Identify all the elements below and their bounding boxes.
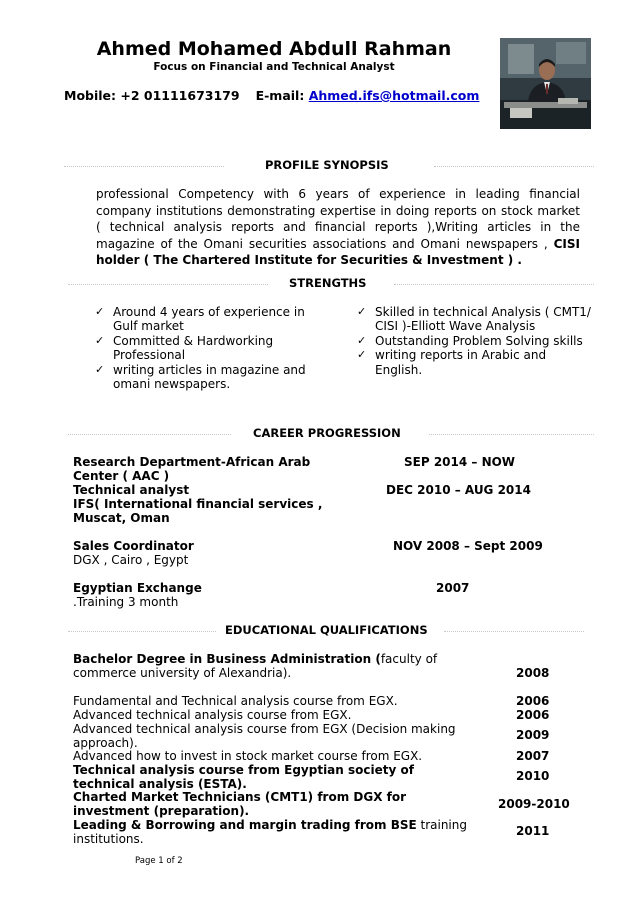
education-bachelor-year: 2008: [516, 666, 550, 680]
strength-text: Outstanding Problem Solving skills: [375, 333, 583, 348]
list-item: [357, 305, 597, 334]
career-aac-date: SEP 2014 – NOW: [404, 455, 516, 469]
course-text: Fundamental and Technical analysis course from EGX.: [73, 694, 398, 708]
heading-rule-right: [394, 284, 594, 285]
career-ifs-role: Technical analyst: [73, 483, 190, 497]
education-course-2-year: 2006: [516, 708, 550, 722]
course-text: Advanced technical analysis course from EGX (Decision making approach).: [73, 722, 456, 750]
list-item: [95, 305, 325, 334]
checkmark-icon: ✓: [95, 305, 105, 318]
profile-synopsis-heading: [64, 158, 594, 174]
strength-text: Committed & Hardworking Professional: [113, 333, 274, 363]
career-ifs-date: DEC 2010 – AUG 2014: [386, 483, 531, 497]
page-number: Page 1 of 2: [135, 856, 183, 866]
education-course-3: [73, 722, 463, 750]
heading-rule-left: [68, 631, 216, 632]
checkmark-icon: ✓: [357, 305, 367, 318]
heading-rule-right: [444, 631, 584, 632]
email-label: E-mail:: [255, 88, 305, 103]
bachelor-school: faculty of commerce university of Alexandria).: [73, 652, 438, 680]
education-course-6: [73, 790, 433, 818]
list-item: [357, 334, 597, 348]
education-course-4: [73, 749, 463, 763]
list-item: [95, 363, 325, 392]
profile-photo-image: [500, 38, 591, 129]
education-course-6-year: 2009-2010: [498, 797, 570, 811]
checkmark-icon: ✓: [95, 333, 105, 347]
education-course-7-year: 2011: [516, 824, 550, 838]
career-egx-title: Egyptian Exchange: [73, 581, 202, 595]
section-title: EDUCATIONAL QUALIFICATIONS: [225, 623, 428, 637]
strengths-right-list: [357, 305, 597, 377]
profile-photo: [500, 38, 591, 129]
career-sales-role: Sales Coordinator: [73, 539, 194, 553]
education-heading: [64, 623, 594, 639]
course-text: Technical analysis course from Egyptian society of technical analysis (ESTA).: [73, 763, 414, 791]
checkmark-icon: ✓: [95, 362, 105, 376]
education-course-5-year: 2010: [516, 769, 550, 783]
strength-text: Around 4 years of experience in Gulf market: [113, 305, 305, 334]
course-text: training institutions.: [73, 818, 467, 846]
strengths-left-list: [95, 305, 325, 391]
education-course-5: [73, 763, 433, 791]
candidate-subtitle: Focus on Financial and Technical Analyst: [153, 61, 395, 73]
checkmark-icon: ✓: [357, 348, 367, 362]
heading-rule-left: [64, 166, 224, 167]
heading-rule-left: [68, 434, 231, 435]
candidate-name: Ahmed Mohamed Abdull Rahman: [96, 38, 452, 60]
strength-text: writing reports in Arabic and English.: [375, 348, 547, 377]
career-heading: [64, 426, 594, 442]
mobile-number: Mobile: +2 01111673179: [64, 88, 240, 103]
career-sales-org: DGX , Cairo , Egypt: [73, 553, 189, 567]
list-item: [95, 334, 325, 363]
course-text: Advanced how to invest in stock market course from EGX.: [73, 749, 423, 763]
heading-rule-left: [68, 284, 268, 285]
career-aac-title: Research Department-African Arab Center ( AAC ): [73, 455, 311, 483]
course-text-bold: Leading & Borrowing and margin trading from BSE: [73, 818, 417, 832]
synopsis-paragraph: [96, 186, 580, 269]
education-bachelor: [73, 652, 443, 680]
career-ifs-org: IFS( International financial services , Muscat, Oman: [73, 497, 323, 525]
checkmark-icon: ✓: [357, 333, 367, 347]
strength-text: Skilled in technical Analysis ( CMT1/ CISI )-Elliott Wave Analysis: [375, 305, 591, 334]
strength-text: writing articles in magazine and omani newspapers.: [113, 362, 306, 392]
synopsis-text: professional Competency with 6 years of experience in leading financial company institutions demonstrating expertise in doing reports on stock market ( technical analysis reports and financial reports ),Writing articles in the magazine of the Omani securities associations and Omani newspapers ,: [96, 187, 580, 251]
education-course-1-year: 2006: [516, 694, 550, 708]
section-title: CAREER PROGRESSION: [253, 426, 401, 440]
synopsis-cisi: CISI holder ( The Chartered Institute for Securities & Investment ) .: [96, 236, 580, 268]
career-egx-desc: .Training 3 month: [73, 595, 179, 609]
education-course-3-year: 2009: [516, 728, 550, 742]
heading-rule-right: [429, 434, 594, 435]
strengths-heading: [64, 276, 594, 292]
contact-line: [64, 88, 479, 103]
list-item: [357, 348, 597, 377]
education-course-2: [73, 708, 463, 722]
heading-rule-right: [434, 166, 594, 167]
education-course-1: [73, 694, 463, 708]
bachelor-degree: Bachelor Degree in Business Administration (: [73, 652, 381, 666]
course-text: Charted Market Technicians (CMT1) from DGX for investment (preparation).: [73, 790, 407, 818]
career-sales-date: NOV 2008 – Sept 2009: [393, 539, 543, 553]
course-text: Advanced technical analysis course from EGX.: [73, 708, 352, 722]
email-link[interactable]: Ahmed.ifs@hotmail.com: [308, 88, 480, 103]
career-egx-date: 2007: [436, 581, 470, 595]
education-course-7: [73, 818, 473, 846]
education-course-4-year: 2007: [516, 749, 550, 763]
section-title: PROFILE SYNOPSIS: [265, 158, 389, 172]
section-title: STRENGTHS: [289, 276, 367, 290]
